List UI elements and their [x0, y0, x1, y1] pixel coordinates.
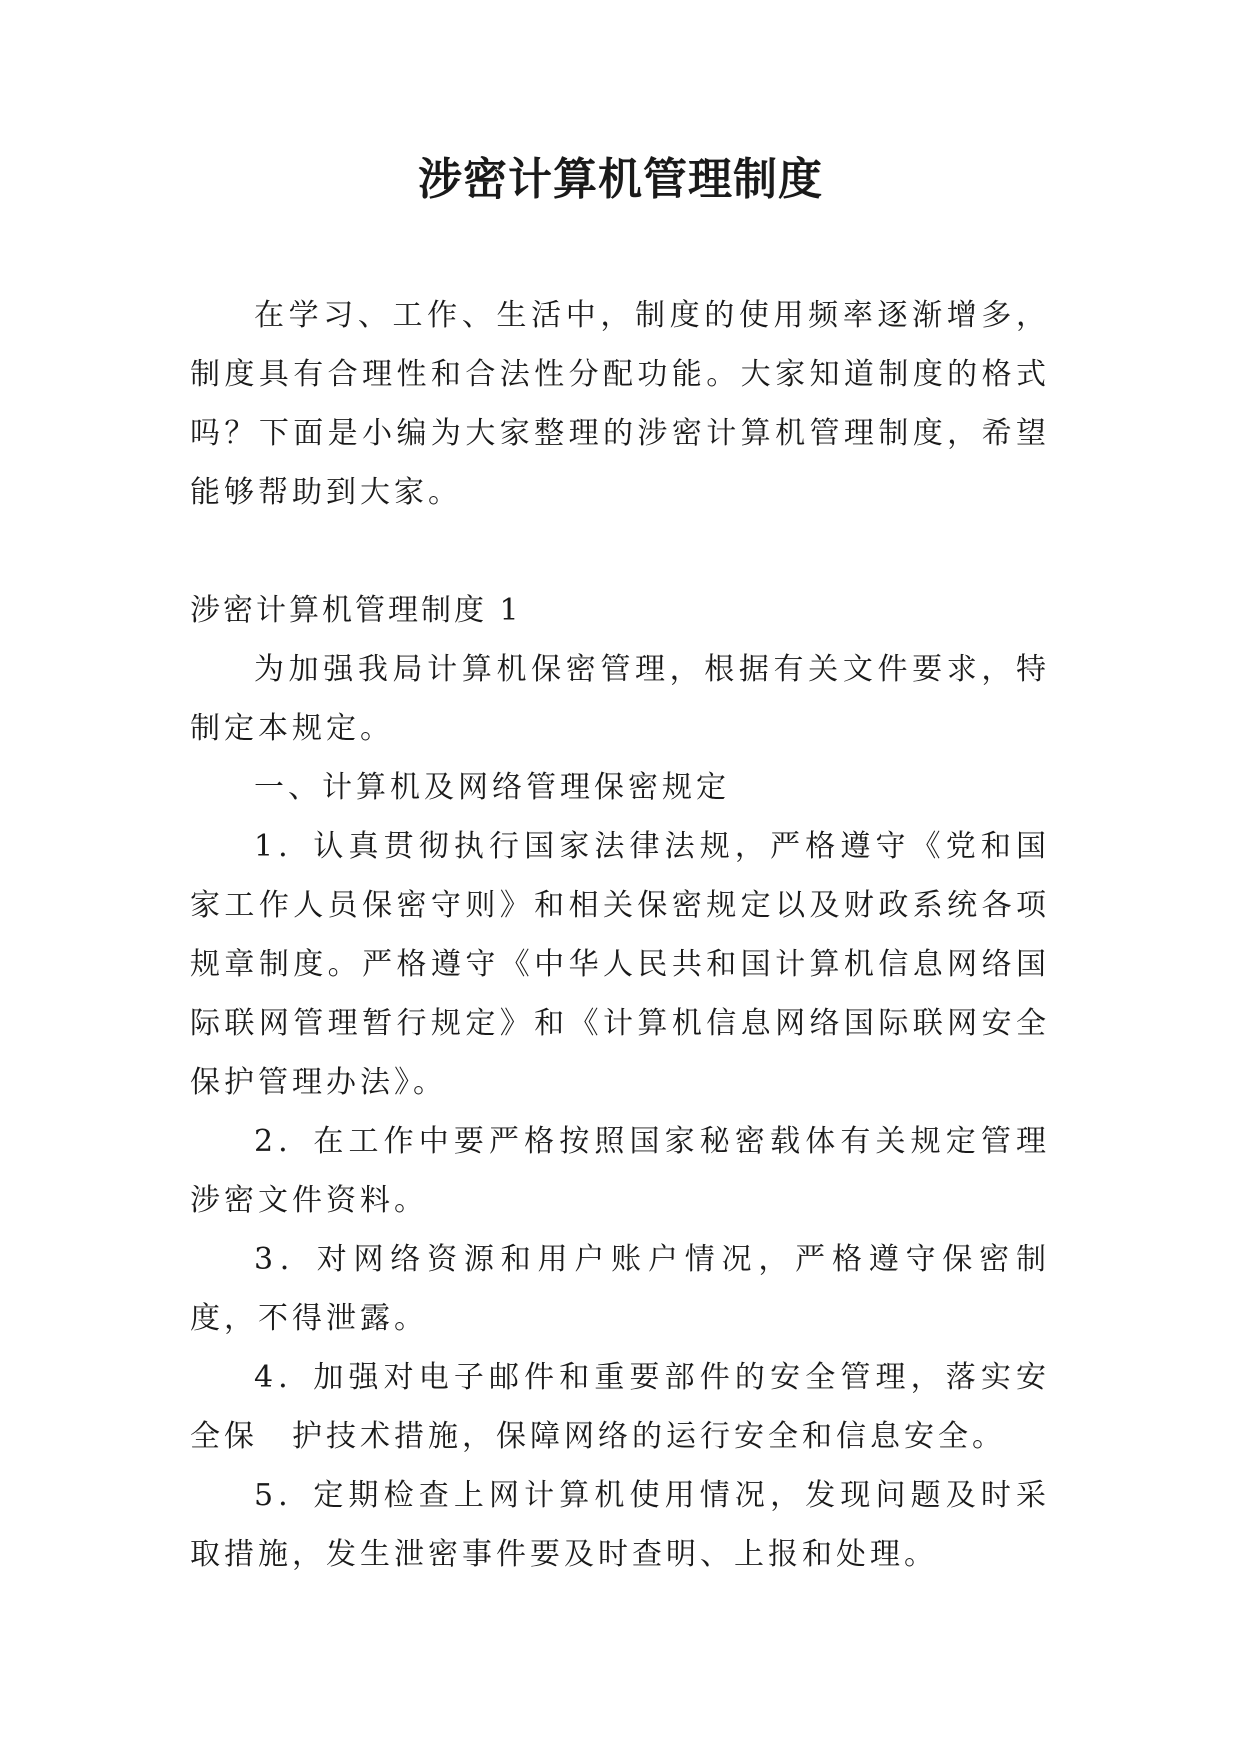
rule-item-1: 1．认真贯彻执行国家法律法规，严格遵守《党和国家工作人员保密守则》和相关保密规定以及财政系统各项规章制度。严格遵守《中华人民共和国计算机信息网络国际联网管理暂行规定》和《计算机信息网络国际联网安全保护管理办法》。: [190, 829, 1050, 1100]
rule-item-2: 2．在工作中要严格按照国家秘密载体有关规定管理涉密文件资料。: [190, 1124, 1050, 1218]
section-preamble: 为加强我局计算机保密管理，根据有关文件要求，特制定本规定。: [190, 652, 1050, 746]
document-body: [190, 286, 1050, 1584]
rule-item-4: 4．加强对电子邮件和重要部件的安全管理，落实安全保 护技术措施，保障网络的运行安全和信息安全。: [190, 1360, 1050, 1454]
section-heading: 涉密计算机管理制度 1: [190, 593, 522, 628]
rule-item-3: 3．对网络资源和用户账户情况，严格遵守保密制度，不得泄露。: [190, 1242, 1050, 1336]
intro-paragraph: 在学习、工作、生活中，制度的使用频率逐渐增多，制度具有合理性和合法性分配功能。大家知道制度的格式吗？下面是小编为大家整理的涉密计算机管理制度，希望能够帮助到大家。: [190, 298, 1050, 510]
rule-item-5: 5．定期检查上网计算机使用情况，发现问题及时采取措施，发生泄密事件要及时查明、上报和处理。: [190, 1478, 1050, 1572]
section-subheading: 一、计算机及网络管理保密规定: [254, 770, 730, 805]
document-title: 涉密计算机管理制度: [418, 154, 823, 205]
paragraph-spacer: [190, 522, 1050, 581]
